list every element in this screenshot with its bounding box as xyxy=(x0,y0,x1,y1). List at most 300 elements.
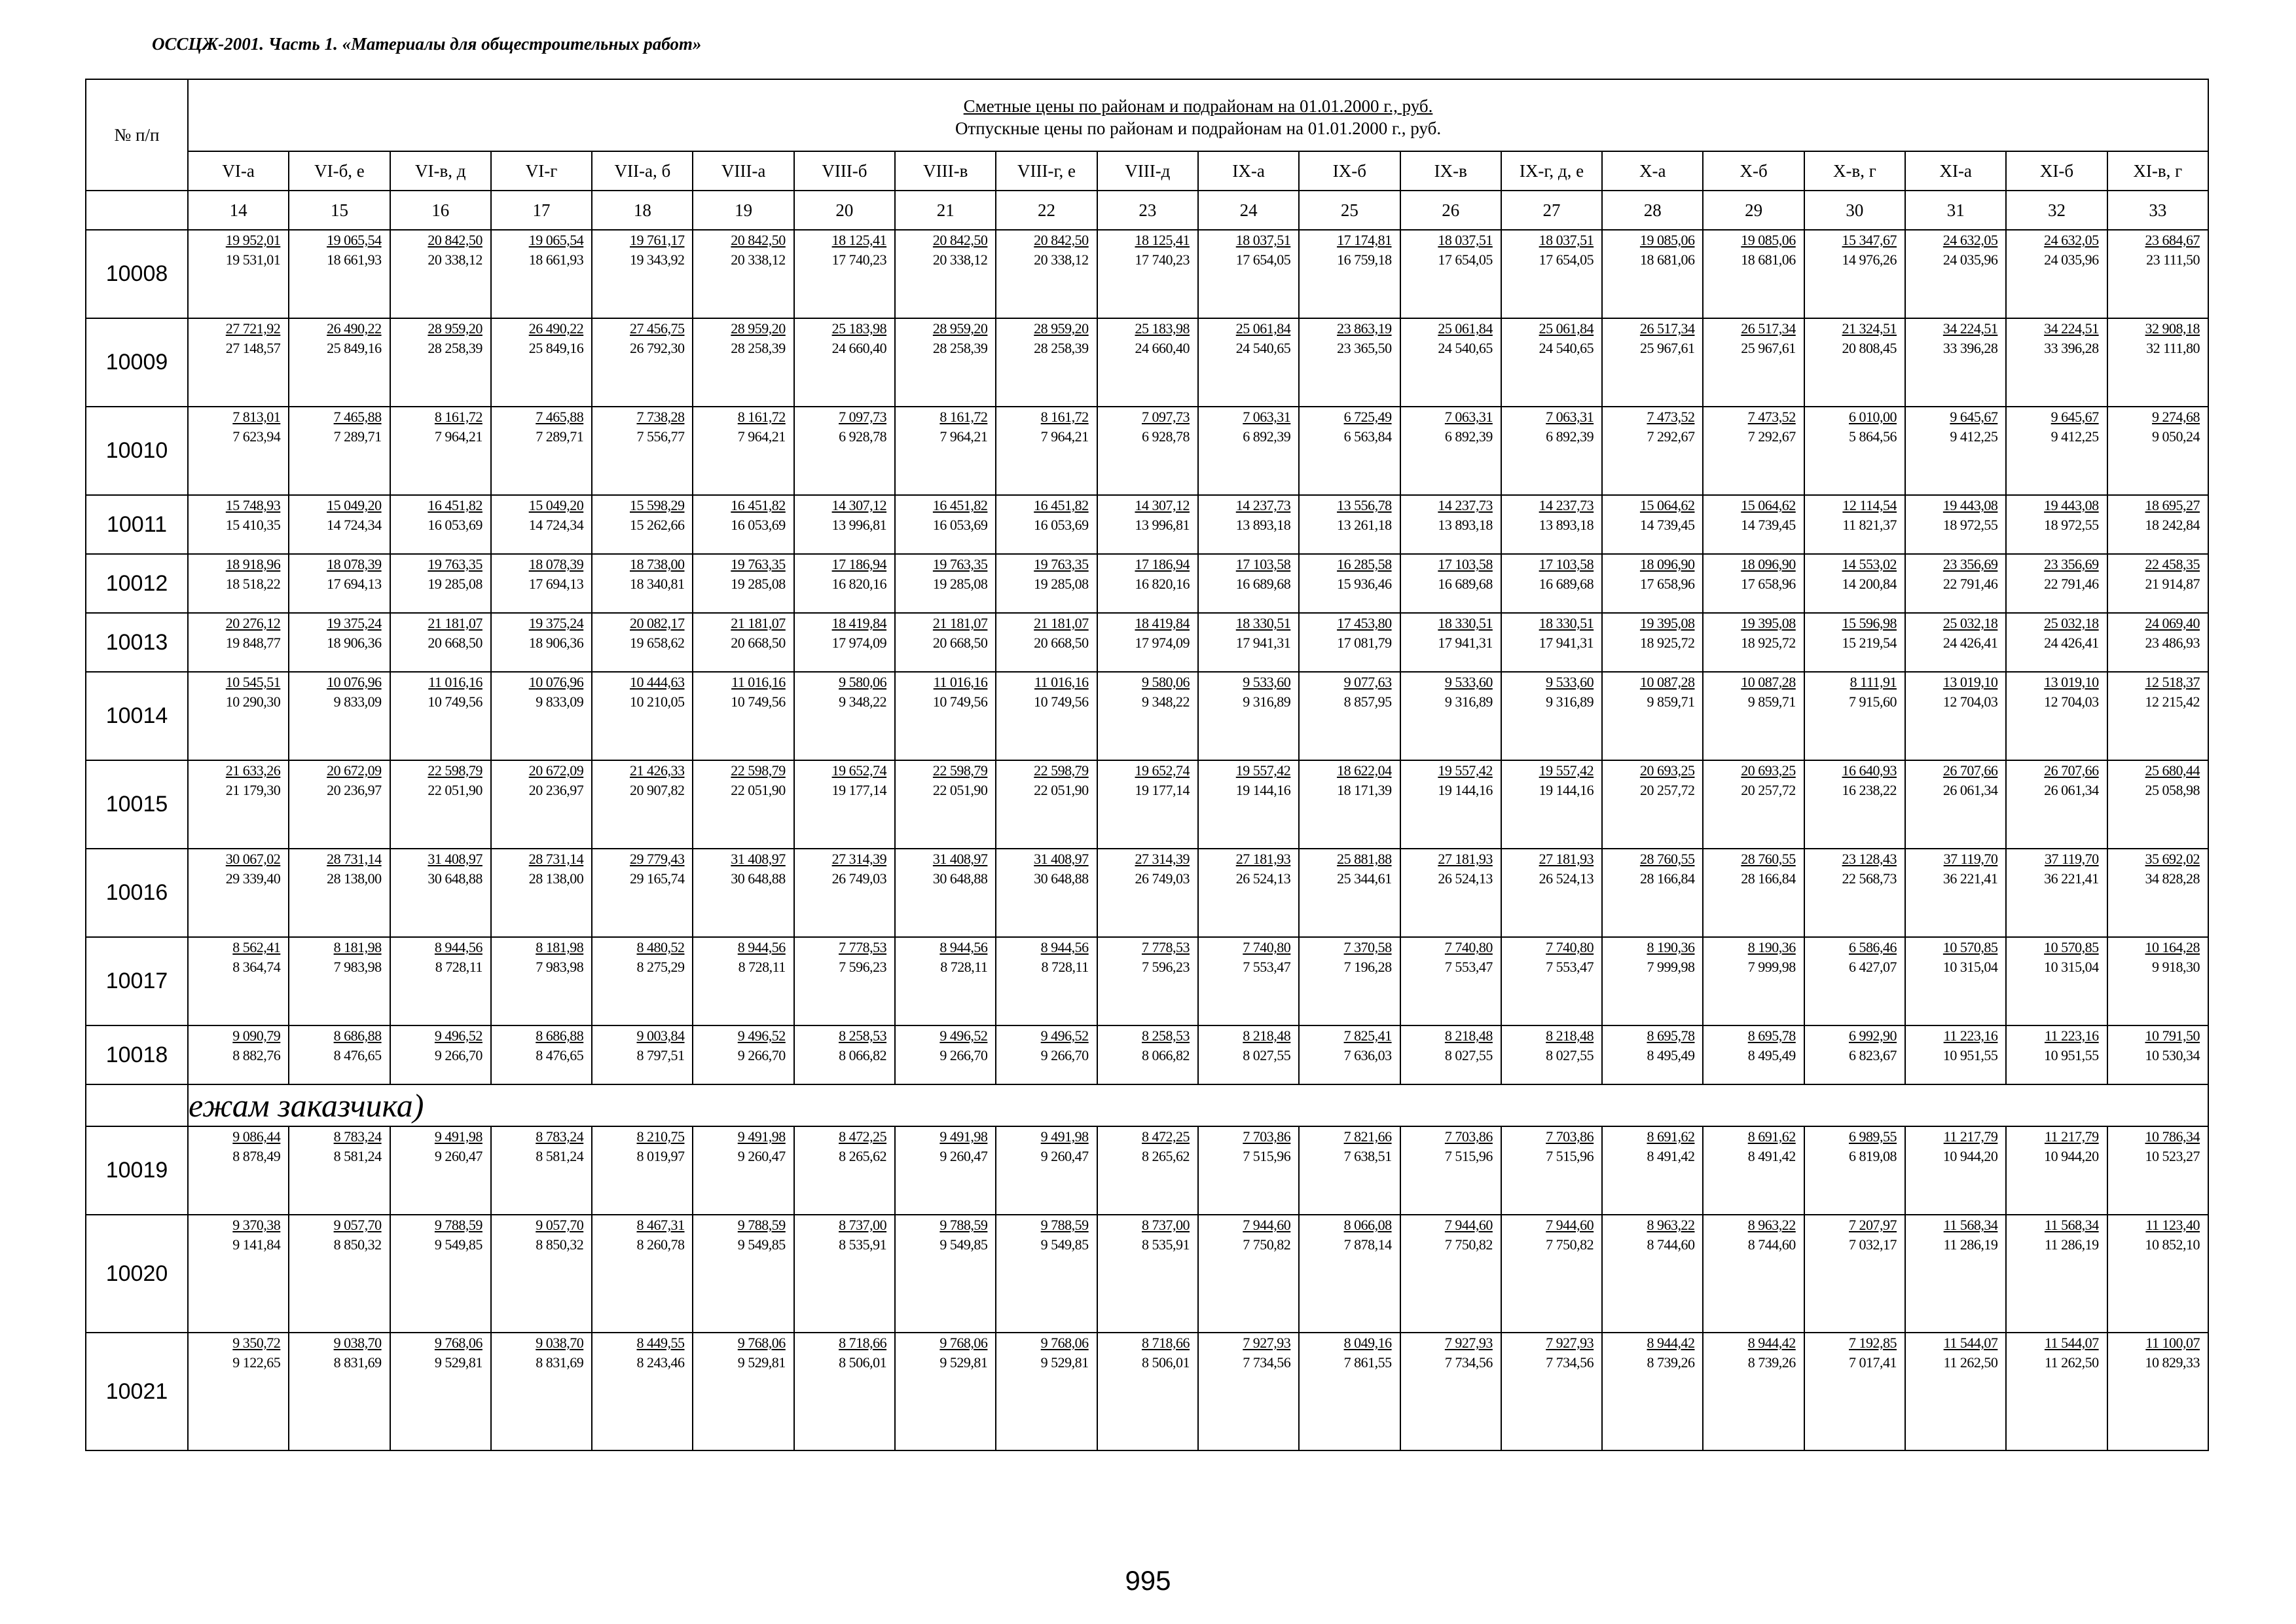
release-price: 18 242,84 xyxy=(2145,517,2200,533)
estimated-price-wrap xyxy=(896,319,987,337)
estimated-price-wrap xyxy=(2007,614,2098,632)
estimated-price: 10 087,28 xyxy=(1741,674,1796,690)
price-cell xyxy=(1905,1215,2006,1333)
estimated-price-wrap xyxy=(996,673,1088,691)
estimated-price-wrap xyxy=(391,496,483,514)
estimated-price-wrap xyxy=(1906,614,1997,632)
district-header: IX-б xyxy=(1299,151,1400,191)
item-code: 10012 xyxy=(86,554,188,613)
release-price: 7 515,96 xyxy=(1243,1148,1291,1164)
release-price: 24 035,96 xyxy=(1942,251,1998,268)
release-price: 24 035,96 xyxy=(2044,251,2099,268)
estimated-price: 9 788,59 xyxy=(1040,1217,1089,1233)
estimated-price: 28 959,20 xyxy=(428,320,483,337)
release-price: 16 820,16 xyxy=(1135,576,1190,592)
estimated-price-wrap xyxy=(391,849,483,868)
release-price: 10 951,55 xyxy=(1942,1047,1998,1063)
release-price: 7 196,28 xyxy=(1343,959,1392,975)
release-price: 7 915,60 xyxy=(1849,693,1897,710)
item-code: 10013 xyxy=(86,613,188,672)
estimated-price: 9 768,06 xyxy=(434,1335,483,1351)
estimated-price: 7 063,31 xyxy=(1444,409,1493,425)
price-cell xyxy=(592,318,693,407)
estimated-price-wrap xyxy=(492,849,583,868)
release-price: 30 648,88 xyxy=(731,870,786,887)
district-header: IX-г, д, е xyxy=(1501,151,1602,191)
estimated-price: 18 037,51 xyxy=(1438,232,1493,248)
estimated-price-wrap xyxy=(2108,938,2200,956)
estimated-price: 20 082,17 xyxy=(629,615,685,631)
estimated-price-wrap xyxy=(1502,1333,1594,1352)
price-cell xyxy=(188,1025,289,1084)
release-price: 8 027,55 xyxy=(1243,1047,1291,1063)
column-number: 27 xyxy=(1501,191,1602,230)
estimated-price: 28 731,14 xyxy=(327,851,382,867)
estimated-price-wrap xyxy=(996,761,1088,779)
estimated-price-wrap xyxy=(795,614,886,632)
estimated-price: 15 598,29 xyxy=(629,497,685,513)
estimated-price: 15 596,98 xyxy=(1842,615,1897,631)
release-price: 26 749,03 xyxy=(831,870,887,887)
estimated-price: 8 218,48 xyxy=(1243,1027,1291,1044)
price-cell xyxy=(188,849,289,937)
price-cell xyxy=(693,1025,793,1084)
release-price: 9 141,84 xyxy=(232,1236,281,1253)
release-price: 16 689,68 xyxy=(1539,576,1594,592)
estimated-price: 8 963,22 xyxy=(1747,1217,1796,1233)
price-cell xyxy=(1400,230,1501,318)
estimated-price-wrap xyxy=(1401,1333,1493,1352)
estimated-price: 9 533,60 xyxy=(1444,674,1493,690)
estimated-price-wrap xyxy=(693,319,785,337)
estimated-price-wrap xyxy=(1098,319,1190,337)
price-cell xyxy=(188,554,289,613)
estimated-price: 9 077,63 xyxy=(1343,674,1392,690)
release-price: 28 138,00 xyxy=(528,870,584,887)
estimated-price-wrap xyxy=(1199,673,1290,691)
estimated-price: 15 049,20 xyxy=(327,497,382,513)
release-price: 12 704,03 xyxy=(1942,693,1998,710)
estimated-price: 15 064,62 xyxy=(1639,497,1695,513)
release-price: 8 495,49 xyxy=(1747,1047,1796,1063)
release-price: 18 972,55 xyxy=(2044,517,2099,533)
release-price: 24 540,65 xyxy=(1235,340,1291,356)
estimated-price: 9 768,06 xyxy=(939,1335,988,1351)
price-cell xyxy=(491,1215,592,1333)
estimated-price: 19 375,24 xyxy=(327,615,382,631)
price-cell xyxy=(1905,407,2006,495)
price-cell xyxy=(1501,407,1602,495)
estimated-price-wrap xyxy=(1805,938,1897,956)
estimated-price: 19 652,74 xyxy=(1135,762,1190,779)
price-cell xyxy=(1097,1025,1198,1084)
estimated-price-wrap xyxy=(1199,849,1290,868)
estimated-price: 11 016,16 xyxy=(731,674,786,690)
district-header: VIII-в xyxy=(895,151,996,191)
estimated-price: 28 959,20 xyxy=(731,320,786,337)
estimated-price-wrap xyxy=(1805,1127,1897,1145)
release-price: 17 654,05 xyxy=(1539,251,1594,268)
estimated-price-wrap xyxy=(2108,407,2200,426)
estimated-price: 23 356,69 xyxy=(2044,556,2099,572)
price-cell xyxy=(289,672,390,760)
estimated-price-wrap xyxy=(896,761,987,779)
estimated-price: 27 721,92 xyxy=(225,320,281,337)
estimated-price: 8 944,56 xyxy=(1040,939,1089,955)
table-row xyxy=(86,613,2208,672)
district-header: VIII-а xyxy=(693,151,793,191)
estimated-price-wrap xyxy=(1401,555,1493,573)
release-price: 9 266,70 xyxy=(939,1047,988,1063)
price-cell xyxy=(1501,230,1602,318)
estimated-price-wrap xyxy=(1401,1215,1493,1234)
release-price: 9 050,24 xyxy=(2152,428,2200,445)
price-cell xyxy=(693,495,793,554)
price-cell xyxy=(1804,495,1905,554)
price-cell xyxy=(1198,230,1299,318)
estimated-price: 18 419,84 xyxy=(831,615,887,631)
estimated-price: 16 451,82 xyxy=(731,497,786,513)
estimated-price-wrap xyxy=(1401,496,1493,514)
estimated-price: 8 783,24 xyxy=(333,1128,382,1145)
estimated-price: 21 181,07 xyxy=(731,615,786,631)
price-cell xyxy=(289,230,390,318)
price-cell xyxy=(1804,1126,1905,1215)
estimated-price-wrap xyxy=(1603,1333,1694,1352)
price-cell xyxy=(491,760,592,849)
estimated-price-wrap xyxy=(289,1127,381,1145)
release-price: 28 166,84 xyxy=(1741,870,1796,887)
price-cell xyxy=(794,407,895,495)
price-cell xyxy=(693,937,793,1025)
estimated-price: 9 496,52 xyxy=(1040,1027,1089,1044)
price-cell xyxy=(996,613,1097,672)
estimated-price: 8 049,16 xyxy=(1343,1335,1392,1351)
estimated-price-wrap xyxy=(1906,673,1997,691)
estimated-price: 21 426,33 xyxy=(629,762,685,779)
price-cell xyxy=(1602,1126,1703,1215)
price-cell xyxy=(289,613,390,672)
estimated-price: 8 718,66 xyxy=(839,1335,887,1351)
price-cell xyxy=(2107,230,2208,318)
release-price: 7 999,98 xyxy=(1647,959,1695,975)
price-cell xyxy=(1501,760,1602,849)
price-cell xyxy=(1097,407,1198,495)
price-cell xyxy=(794,318,895,407)
release-price: 9 316,89 xyxy=(1243,693,1291,710)
price-cell xyxy=(1198,760,1299,849)
release-price: 16 820,16 xyxy=(831,576,887,592)
release-price: 25 058,98 xyxy=(2145,782,2200,798)
release-price: 20 257,72 xyxy=(1741,782,1796,798)
release-price: 18 681,06 xyxy=(1741,251,1796,268)
estimated-price-wrap xyxy=(1704,407,1795,426)
release-price: 9 266,70 xyxy=(434,1047,483,1063)
estimated-price: 7 778,53 xyxy=(1141,939,1190,955)
release-price: 8 066,82 xyxy=(839,1047,887,1063)
estimated-price-wrap xyxy=(189,407,280,426)
estimated-price-wrap xyxy=(1906,761,1997,779)
estimated-price-wrap xyxy=(1199,1026,1290,1044)
price-cell xyxy=(1602,1333,1703,1450)
estimated-price-wrap xyxy=(996,1215,1088,1234)
estimated-price: 7 738,28 xyxy=(636,409,685,425)
release-price: 16 053,69 xyxy=(932,517,988,533)
price-cell xyxy=(1905,613,2006,672)
estimated-price-wrap xyxy=(795,319,886,337)
release-price: 19 144,16 xyxy=(1438,782,1493,798)
release-price: 9 348,22 xyxy=(1141,693,1190,710)
price-cell xyxy=(2006,318,2107,407)
release-price: 11 262,50 xyxy=(1943,1354,1998,1371)
price-cell xyxy=(895,318,996,407)
estimated-price: 7 740,80 xyxy=(1444,939,1493,955)
price-cell xyxy=(390,1215,491,1333)
estimated-price-wrap xyxy=(1704,319,1795,337)
estimated-price-wrap xyxy=(2007,555,2098,573)
release-price: 28 258,39 xyxy=(731,340,786,356)
estimated-price-wrap xyxy=(693,614,785,632)
estimated-price: 11 217,79 xyxy=(1943,1128,1998,1145)
release-price: 26 061,34 xyxy=(1942,782,1998,798)
estimated-price-wrap xyxy=(693,1026,785,1044)
release-price: 19 285,08 xyxy=(731,576,786,592)
estimated-price: 22 458,35 xyxy=(2145,556,2200,572)
release-price: 9 260,47 xyxy=(939,1148,988,1164)
release-price: 21 914,87 xyxy=(2145,576,2200,592)
release-price: 28 258,39 xyxy=(428,340,483,356)
estimated-price-wrap xyxy=(795,407,886,426)
price-cell xyxy=(895,407,996,495)
estimated-price: 7 473,52 xyxy=(1647,409,1695,425)
price-cell xyxy=(1299,554,1400,613)
price-cell xyxy=(1804,1333,1905,1450)
estimated-price: 24 632,05 xyxy=(2044,232,2099,248)
release-price: 7 292,67 xyxy=(1747,428,1796,445)
estimated-price: 8 944,42 xyxy=(1647,1335,1695,1351)
release-price: 10 210,05 xyxy=(629,693,685,710)
estimated-price-wrap xyxy=(289,1333,381,1352)
estimated-price-wrap xyxy=(592,938,684,956)
price-cell xyxy=(188,937,289,1025)
price-cell xyxy=(1602,760,1703,849)
estimated-price: 19 375,24 xyxy=(528,615,584,631)
price-cell xyxy=(1198,407,1299,495)
table-row xyxy=(86,937,2208,1025)
price-cell xyxy=(491,672,592,760)
estimated-price: 11 223,16 xyxy=(2044,1027,2099,1044)
price-cell xyxy=(996,1215,1097,1333)
price-cell xyxy=(188,760,289,849)
estimated-price-wrap xyxy=(896,938,987,956)
estimated-price-wrap xyxy=(1704,673,1795,691)
estimated-price-wrap xyxy=(795,1215,886,1234)
estimated-price-wrap xyxy=(1502,849,1594,868)
estimated-price: 19 085,06 xyxy=(1639,232,1695,248)
release-price: 9 266,70 xyxy=(1040,1047,1089,1063)
estimated-price: 17 186,94 xyxy=(831,556,887,572)
estimated-price: 37 119,70 xyxy=(1943,851,1998,867)
release-price: 28 138,00 xyxy=(327,870,382,887)
release-price: 26 061,34 xyxy=(2044,782,2099,798)
price-cell xyxy=(1501,318,1602,407)
estimated-price-wrap xyxy=(1502,1127,1594,1145)
estimated-price: 7 063,31 xyxy=(1546,409,1594,425)
column-number: 24 xyxy=(1198,191,1299,230)
item-code: 10021 xyxy=(86,1333,188,1450)
price-cell xyxy=(794,760,895,849)
column-number: 22 xyxy=(996,191,1097,230)
price-cell xyxy=(188,613,289,672)
estimated-price: 9 533,60 xyxy=(1243,674,1291,690)
price-cell xyxy=(390,849,491,937)
estimated-price-wrap xyxy=(289,1215,381,1234)
estimated-price-wrap xyxy=(1502,938,1594,956)
estimated-price-wrap xyxy=(1704,1127,1795,1145)
estimated-price: 8 944,42 xyxy=(1747,1335,1796,1351)
price-cell xyxy=(1905,1333,2006,1450)
price-cell xyxy=(491,849,592,937)
price-cell xyxy=(693,613,793,672)
estimated-price: 11 016,16 xyxy=(933,674,988,690)
release-price: 22 791,46 xyxy=(2044,576,2099,592)
estimated-price-wrap xyxy=(391,938,483,956)
estimated-price-wrap xyxy=(2007,1215,2098,1234)
price-cell xyxy=(794,849,895,937)
price-cell xyxy=(1703,230,1804,318)
estimated-price-wrap xyxy=(592,1127,684,1145)
estimated-price: 9 038,70 xyxy=(536,1335,584,1351)
price-cell xyxy=(188,230,289,318)
estimated-price-wrap xyxy=(996,1026,1088,1044)
price-cell xyxy=(1804,554,1905,613)
release-price: 8 831,69 xyxy=(333,1354,382,1371)
estimated-price-wrap xyxy=(289,496,381,514)
price-cell xyxy=(1097,1333,1198,1450)
estimated-price: 12 114,54 xyxy=(1842,497,1897,513)
estimated-price: 16 640,93 xyxy=(1842,762,1897,779)
release-price: 8 744,60 xyxy=(1747,1236,1796,1253)
release-price: 25 967,61 xyxy=(1639,340,1695,356)
estimated-price-wrap xyxy=(693,555,785,573)
release-price: 20 236,97 xyxy=(327,782,382,798)
estimated-price-wrap xyxy=(2007,938,2098,956)
estimated-price-wrap xyxy=(189,938,280,956)
estimated-price-wrap xyxy=(1199,1333,1290,1352)
column-number: 25 xyxy=(1299,191,1400,230)
release-price: 26 792,30 xyxy=(629,340,685,356)
estimated-price-wrap xyxy=(289,614,381,632)
release-price: 6 892,39 xyxy=(1243,428,1291,445)
estimated-price-wrap xyxy=(391,1215,483,1234)
estimated-price: 25 881,88 xyxy=(1337,851,1392,867)
estimated-price-wrap xyxy=(1906,938,1997,956)
release-price: 7 964,21 xyxy=(737,428,786,445)
column-number-empty xyxy=(86,191,188,230)
estimated-price: 8 066,08 xyxy=(1343,1217,1392,1233)
price-cell xyxy=(2006,407,2107,495)
release-price: 10 749,56 xyxy=(932,693,988,710)
estimated-price: 7 473,52 xyxy=(1747,409,1796,425)
estimated-price-wrap xyxy=(1805,231,1897,249)
estimated-price: 17 174,81 xyxy=(1337,232,1392,248)
release-price: 20 668,50 xyxy=(428,635,483,651)
estimated-price-wrap xyxy=(391,1333,483,1352)
estimated-price-wrap xyxy=(795,849,886,868)
estimated-price-wrap xyxy=(592,1333,684,1352)
price-cell xyxy=(794,937,895,1025)
estimated-price: 20 842,50 xyxy=(1034,232,1089,248)
column-number: 32 xyxy=(2006,191,2107,230)
price-cell xyxy=(895,1126,996,1215)
estimated-price-wrap xyxy=(1906,407,1997,426)
release-price: 8 275,29 xyxy=(636,959,685,975)
estimated-price-wrap xyxy=(2007,496,2098,514)
estimated-price: 8 480,52 xyxy=(636,939,685,955)
estimated-price-wrap xyxy=(1805,1215,1897,1234)
estimated-price-wrap xyxy=(1805,555,1897,573)
release-price: 7 964,21 xyxy=(434,428,483,445)
price-cell xyxy=(390,1126,491,1215)
estimated-price: 8 218,48 xyxy=(1444,1027,1493,1044)
release-price: 10 944,20 xyxy=(1942,1148,1998,1164)
price-cell xyxy=(1905,1126,2006,1215)
release-price: 36 221,41 xyxy=(1942,870,1998,887)
release-price: 18 925,72 xyxy=(1639,635,1695,651)
estimated-price: 19 557,42 xyxy=(1235,762,1291,779)
estimated-price: 25 061,84 xyxy=(1235,320,1291,337)
release-price: 22 051,90 xyxy=(428,782,483,798)
release-price: 7 017,41 xyxy=(1849,1354,1897,1371)
price-cell xyxy=(2006,937,2107,1025)
estimated-price: 8 258,53 xyxy=(839,1027,887,1044)
estimated-price-wrap xyxy=(2007,1333,2098,1352)
estimated-price: 19 557,42 xyxy=(1539,762,1594,779)
price-table xyxy=(85,79,2209,1451)
price-cell xyxy=(2006,613,2107,672)
estimated-price-wrap xyxy=(391,673,483,691)
estimated-price-wrap xyxy=(1906,555,1997,573)
estimated-price-wrap xyxy=(1704,496,1795,514)
estimated-price: 20 842,50 xyxy=(932,232,988,248)
estimated-price-wrap xyxy=(693,849,785,868)
item-code: 10016 xyxy=(86,849,188,937)
release-price: 8 831,69 xyxy=(536,1354,584,1371)
price-cell xyxy=(491,554,592,613)
price-cell xyxy=(390,672,491,760)
price-cell xyxy=(289,407,390,495)
estimated-price-wrap xyxy=(1199,407,1290,426)
estimated-price: 9 491,98 xyxy=(434,1128,483,1145)
price-cell xyxy=(895,613,996,672)
price-cell xyxy=(592,849,693,937)
price-cell xyxy=(491,1126,592,1215)
release-price: 8 728,11 xyxy=(738,959,786,975)
district-header: X-в, г xyxy=(1804,151,1905,191)
estimated-price: 29 779,43 xyxy=(629,851,685,867)
estimated-price-wrap xyxy=(492,761,583,779)
estimated-price-wrap xyxy=(492,231,583,249)
release-price: 18 681,06 xyxy=(1639,251,1695,268)
estimated-price-wrap xyxy=(1704,938,1795,956)
price-cell xyxy=(895,495,996,554)
estimated-price-wrap xyxy=(1199,1127,1290,1145)
estimated-price: 15 049,20 xyxy=(528,497,584,513)
estimated-price: 28 731,14 xyxy=(528,851,584,867)
estimated-price: 22 598,79 xyxy=(1034,762,1089,779)
estimated-price-wrap xyxy=(1603,496,1694,514)
estimated-price: 7 063,31 xyxy=(1243,409,1291,425)
